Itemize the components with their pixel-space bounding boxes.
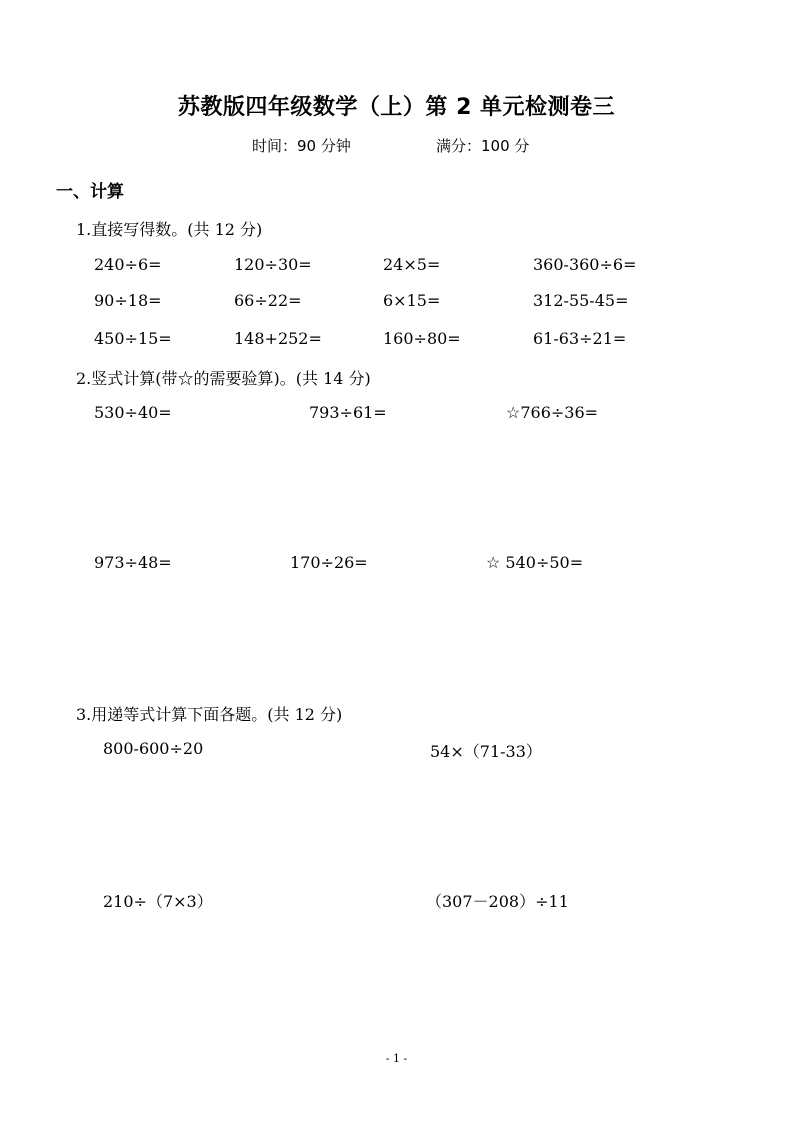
q3-item: 210÷（7×3） [103, 892, 213, 911]
q2-item: 793÷61= [309, 403, 387, 422]
q1-item: 66÷22= [234, 291, 302, 310]
q1-item: 450÷15= [94, 329, 172, 348]
q3-item: （307－208）÷11 [426, 892, 569, 911]
q1-item: 148+252= [234, 329, 322, 348]
question-2-heading: 2.竖式计算(带☆的需要验算)。(共 14 分) [76, 369, 371, 388]
q2-item: ☆ 540÷50= [486, 553, 584, 572]
q1-item: 24×5= [383, 255, 441, 274]
page-title: 苏教版四年级数学（上）第 2 单元检测卷三 [177, 95, 616, 120]
q2-item: 530÷40= [94, 403, 172, 422]
q1-item: 6×15= [383, 291, 441, 310]
q1-item: 160÷80= [383, 329, 461, 348]
q1-item: 61-63÷21= [533, 329, 627, 348]
q1-item: 90÷18= [94, 291, 162, 310]
q2-item: ☆766÷36= [506, 403, 599, 422]
q2-item: 170÷26= [290, 553, 368, 572]
q3-item: 800-600÷20 [103, 739, 204, 758]
question-3-heading: 3.用递等式计算下面各题。(共 12 分) [76, 705, 343, 724]
section-heading-calculation: 一、计算 [56, 182, 124, 202]
page-number: - 1 - [385, 1052, 408, 1065]
q1-item: 240÷6= [94, 255, 162, 274]
full-score: 满分：100 分 [436, 137, 530, 155]
q1-item: 360-360÷6= [533, 255, 637, 274]
question-1-heading: 1.直接写得数。(共 12 分) [76, 220, 263, 239]
q1-item: 120÷30= [234, 255, 312, 274]
q3-item: 54×（71-33） [430, 742, 542, 761]
time-limit: 时间：90 分钟 [252, 137, 351, 155]
q1-item: 312-55-45= [533, 291, 629, 310]
q2-item: 973÷48= [94, 553, 172, 572]
